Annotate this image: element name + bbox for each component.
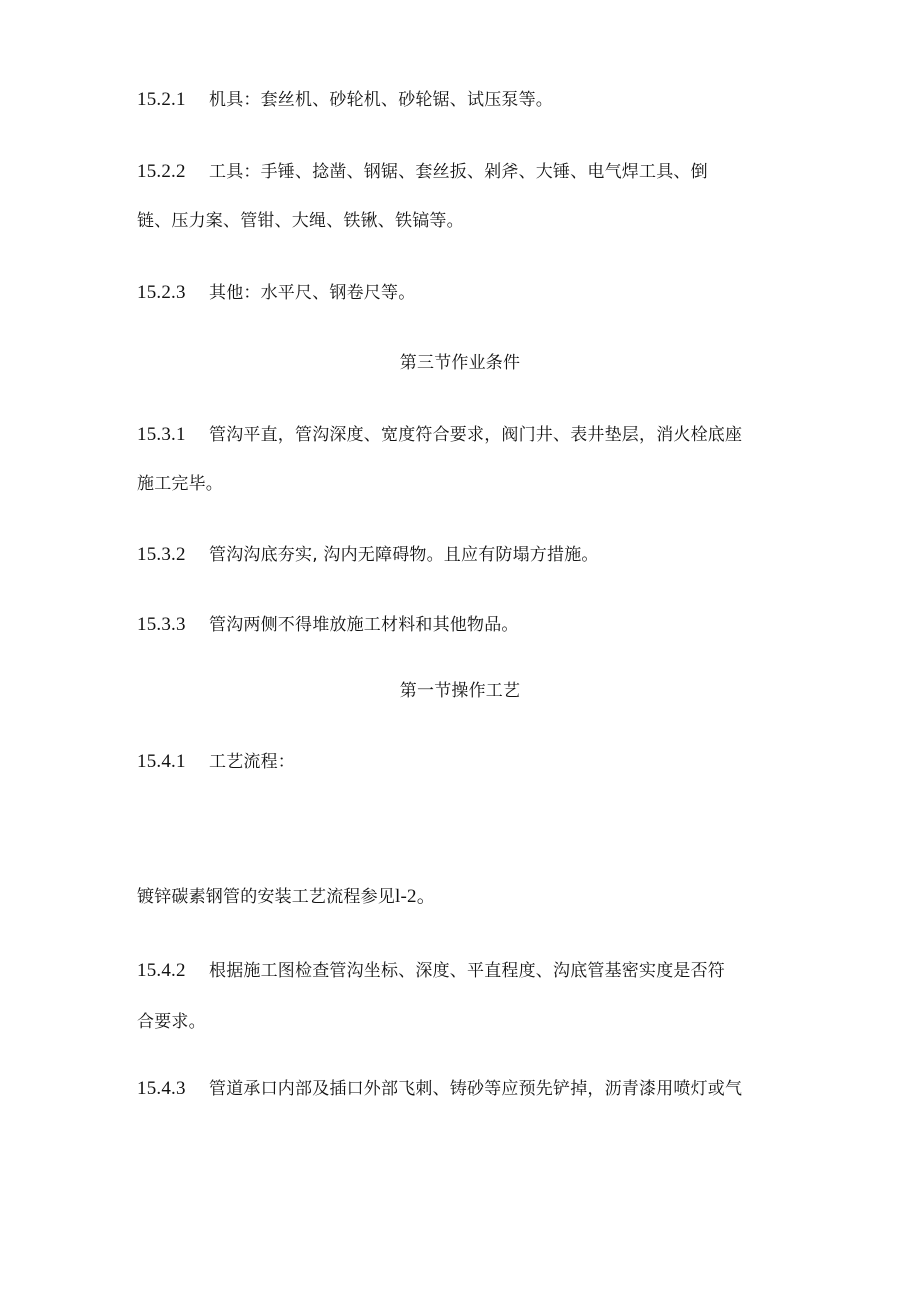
item-15-4-1 bbox=[137, 750, 295, 774]
item-15-3-3 bbox=[137, 613, 519, 637]
item-15-2-1 bbox=[137, 88, 553, 112]
item-15-3-2 bbox=[137, 543, 599, 567]
flow-note-ref: l-2。 bbox=[395, 886, 436, 907]
item-number: 15.4.2 bbox=[137, 960, 186, 981]
item-text-continued: 施工完毕。 bbox=[137, 474, 223, 494]
item-15-4-2-continued bbox=[137, 1010, 206, 1034]
item-text: 管沟平直，管沟深度、宽度符合要求，阀门井、表井垫层，消火栓底座 bbox=[209, 425, 743, 445]
item-15-2-2-continued bbox=[137, 209, 464, 233]
item-15-4-2 bbox=[137, 959, 725, 983]
item-text-continued: 链、压力案、管钳、大绳、铁锹、铁镐等。 bbox=[137, 211, 464, 231]
item-number: 15.2.2 bbox=[137, 161, 186, 182]
item-number: 15.4.3 bbox=[137, 1078, 186, 1099]
item-text-continued: 合要求。 bbox=[137, 1012, 206, 1032]
item-number: 15.3.2 bbox=[137, 544, 186, 565]
item-text: 其他：水平尺、钢卷尺等。 bbox=[209, 283, 416, 303]
item-text: 管沟两侧不得堆放施工材料和其他物品。 bbox=[209, 615, 519, 635]
item-number: 15.2.3 bbox=[137, 282, 186, 303]
item-number: 15.2.1 bbox=[137, 89, 186, 110]
item-text: 管沟沟底夯实, 沟内无障碍物。且应有防塌方措施。 bbox=[209, 545, 599, 565]
item-number: 15.4.1 bbox=[137, 751, 186, 772]
item-text: 机具：套丝机、砂轮机、砂轮锯、试压泵等。 bbox=[209, 90, 553, 110]
item-text: 工具：手锤、捻凿、钢锯、套丝扳、剁斧、大锤、电气焊工具、倒 bbox=[209, 162, 708, 182]
item-15-2-2 bbox=[137, 160, 708, 184]
item-number: 15.3.3 bbox=[137, 614, 186, 635]
flow-note bbox=[137, 885, 436, 909]
flow-note-text: 镀锌碳素钢管的安装工艺流程参见 bbox=[137, 887, 395, 907]
item-15-3-1-continued bbox=[137, 472, 223, 496]
item-number: 15.3.1 bbox=[137, 424, 186, 445]
section-heading-4: 第一节操作工艺 bbox=[399, 681, 521, 701]
item-text: 根据施工图检查管沟坐标、深度、平直程度、沟底管基密实度是否符 bbox=[209, 961, 725, 981]
item-15-3-1 bbox=[137, 423, 742, 447]
section-heading-3: 第三节作业条件 bbox=[399, 353, 521, 373]
item-text: 工艺流程： bbox=[209, 752, 295, 772]
item-text: 管道承口内部及插口外部飞刺、铸砂等应预先铲掉，沥青漆用喷灯或气 bbox=[209, 1079, 743, 1099]
item-15-4-3 bbox=[137, 1077, 742, 1101]
item-15-2-3 bbox=[137, 281, 415, 305]
